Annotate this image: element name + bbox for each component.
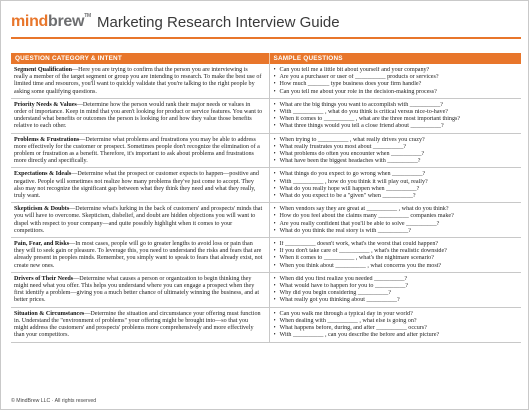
- table-row: [11, 168, 521, 203]
- sample-question: • Are you really confident that you'll be able to solve __________?: [274, 221, 519, 228]
- sample-question: • How do you feel about the claims many __________ companies make?: [274, 213, 519, 220]
- sample-question: • What problems do often you encounter when __________?: [274, 151, 519, 158]
- sample-question: • What do you think the real story is with __________?: [274, 228, 519, 235]
- category-cell: [11, 98, 269, 133]
- logo-brew-text: brew: [48, 13, 85, 30]
- column-header-category: QUESTION CATEGORY & INTENT: [11, 53, 269, 64]
- sample-question: • Why did you begin considering __________?: [274, 290, 519, 297]
- table-row: [11, 203, 521, 238]
- sample-question: • When it comes to __________ , what are the three most important things?: [274, 116, 519, 123]
- category-cell: [11, 203, 269, 238]
- sample-question: • What happens before, during, and after __________ occurs?: [274, 325, 519, 332]
- copyright-footer: © MindBrew LLC · All rights reserved: [11, 398, 97, 404]
- sample-question: • Can you tell me a little bit about yourself and your company?: [274, 67, 519, 74]
- sample-question: • What three things would you tell a close friend about __________?: [274, 123, 519, 130]
- category-cell: [11, 272, 269, 307]
- category-description: —In most cases, people will go to greater lengths to avoid loss or pain than they will to seek gain or pleasure. To leverage this, you need to understand the risks and fears that are already present in peoples minds. Remember, you simply want to speak to fears that already exist, not create new ones.: [14, 241, 263, 269]
- sample-question: • When dealing with __________ , what else is going on?: [274, 318, 519, 325]
- sample-question: • What really got you thinking about __________?: [274, 297, 519, 304]
- category-description: —Determine what causes a person or organization to begin thinking they might need what you offer. This helps you understand where you can engage a prospect when they first identify a problem—giving you a much better chance of ultimately winning the business, and at better prices.: [14, 275, 260, 304]
- category-name: Problems & Frustrations: [14, 136, 80, 143]
- header: [11, 11, 521, 37]
- category-cell: [11, 307, 269, 342]
- sample-question: • Can you tell me about your role in the decision-making process?: [274, 89, 519, 96]
- category-name: Priority Needs & Values: [14, 101, 77, 108]
- sample-question: • When trying to __________ , what really drives you crazy?: [274, 137, 519, 144]
- sample-question: • When you think about __________ , what concerns you the most?: [274, 263, 519, 270]
- questions-cell: [269, 272, 521, 307]
- category-name: Drivers of Their Needs: [14, 275, 74, 282]
- table-row: [11, 64, 521, 98]
- sample-question: • With __________ , can you describe the before and after picture?: [274, 332, 519, 339]
- sample-question: • When it comes to __________ , what's the nightmare scenario?: [274, 255, 519, 262]
- sample-question: • Are you a purchaser or user of __________ products or services?: [274, 74, 519, 81]
- sample-question: • When vendors say they are great at __________ , what do you think?: [274, 206, 519, 213]
- sample-question: • What have been the biggest headaches with __________?: [274, 158, 519, 165]
- category-description: —Determine what the prospect or customer expects to happen—positive and negative. People will sometimes not realize how many problems they've just come to accept. They also may not recognize the significant gap between what they think they need and what they really, truly want.: [14, 171, 259, 200]
- category-name: Pain, Fear, and Risks: [14, 241, 70, 248]
- page-title: Marketing Research Interview Guide: [97, 14, 340, 31]
- sample-question: • If you don't take care of __________ , what's the realistic downside?: [274, 248, 519, 255]
- sample-question: • What do you really hope will happen when __________?: [274, 186, 519, 193]
- category-cell: [11, 133, 269, 168]
- category-name: Situation & Circumstances: [14, 310, 85, 317]
- sample-question: • When did you first realize you needed __________?: [274, 276, 519, 283]
- sample-question: • What do you expect to be a "given" when __________?: [274, 193, 519, 200]
- table-header-row: [11, 53, 521, 64]
- table-row: [11, 307, 521, 342]
- sample-question: • What really frustrates you most about __________?: [274, 144, 519, 151]
- category-description: —Determine how the person would rank their major needs or values in order of importance. Keep in mind that you aren't looking for product or service features. You want to understand what benefits or outcomes the person is looking for and how they value those benefits relative to each other.: [14, 101, 263, 130]
- category-cell: [11, 168, 269, 203]
- sample-question: • What are the big things you want to accomplish with __________?: [274, 102, 519, 109]
- category-name: Skepticism & Doubts: [14, 206, 70, 213]
- title-divider: [11, 37, 521, 39]
- sample-question: • If __________ doesn't work, what's the worst that could happen?: [274, 241, 519, 248]
- sample-question: • How much _______ type business does your firm handle?: [274, 81, 519, 88]
- column-header-questions: SAMPLE QUESTIONS: [269, 53, 521, 64]
- mindbrew-logo: [11, 13, 91, 31]
- category-cell: [11, 238, 269, 273]
- questions-cell: [269, 238, 521, 273]
- category-cell: [11, 64, 269, 98]
- questions-cell: [269, 203, 521, 238]
- questions-cell: [269, 133, 521, 168]
- category-name: Expectations & Ideals: [14, 171, 72, 178]
- sample-question: • What things do you expect to go wrong when __________?: [274, 171, 519, 178]
- interview-guide-table: [11, 53, 521, 343]
- questions-cell: [269, 307, 521, 342]
- questions-cell: [269, 168, 521, 203]
- table-row: [11, 98, 521, 133]
- questions-cell: [269, 98, 521, 133]
- sample-question: • With __________ , what do you think is critical versus nice-to-have?: [274, 109, 519, 116]
- category-description: —Determine what's lurking in the back of customers' and prospects' minds that you will have to overcome. Skepticism, disbelief, and doubt are hidden objections you will want to dispel with respect to your company—and quite possibly highlight when it comes to your competitors.: [14, 206, 263, 234]
- category-name: Segment Qualification: [14, 67, 73, 73]
- sample-question: • Can you walk me through a typical day in your world?: [274, 311, 519, 318]
- sample-question: • With __________ , how do you think it will play out, really?: [274, 179, 519, 186]
- category-description: —Determine the situation and circumstance your offering must function in. Understand the "environment of problems" your offering might be brought into—so that you might address the customers' and prospects' problems more comprehensively and more effectively than your competitors.: [14, 310, 261, 339]
- category-description: —Here you are trying to confirm that the person you are interviewing is really a member of the target segment or group you are intending to research. To make the best use of limited time and resources, you'll want to quickly validate that you're talking to the right people by asking some qualifying questions.: [14, 67, 262, 95]
- questions-cell: [269, 64, 521, 98]
- sample-question: • What would have to happen for you to __________?: [274, 283, 519, 290]
- table-row: [11, 238, 521, 273]
- logo-trademark: TM: [84, 13, 91, 19]
- category-description: —Determine what problems and frustrations you may be able to address more effectively for the customer or prospect. Sometimes people don't recognize the elimination of a problem or frustration as a benefit. Therefore, it's important to ask about problems and frustrations more directly and specifically.: [14, 136, 260, 165]
- table-row: [11, 272, 521, 307]
- table-row: [11, 133, 521, 168]
- logo-mind-text: mind: [11, 13, 49, 30]
